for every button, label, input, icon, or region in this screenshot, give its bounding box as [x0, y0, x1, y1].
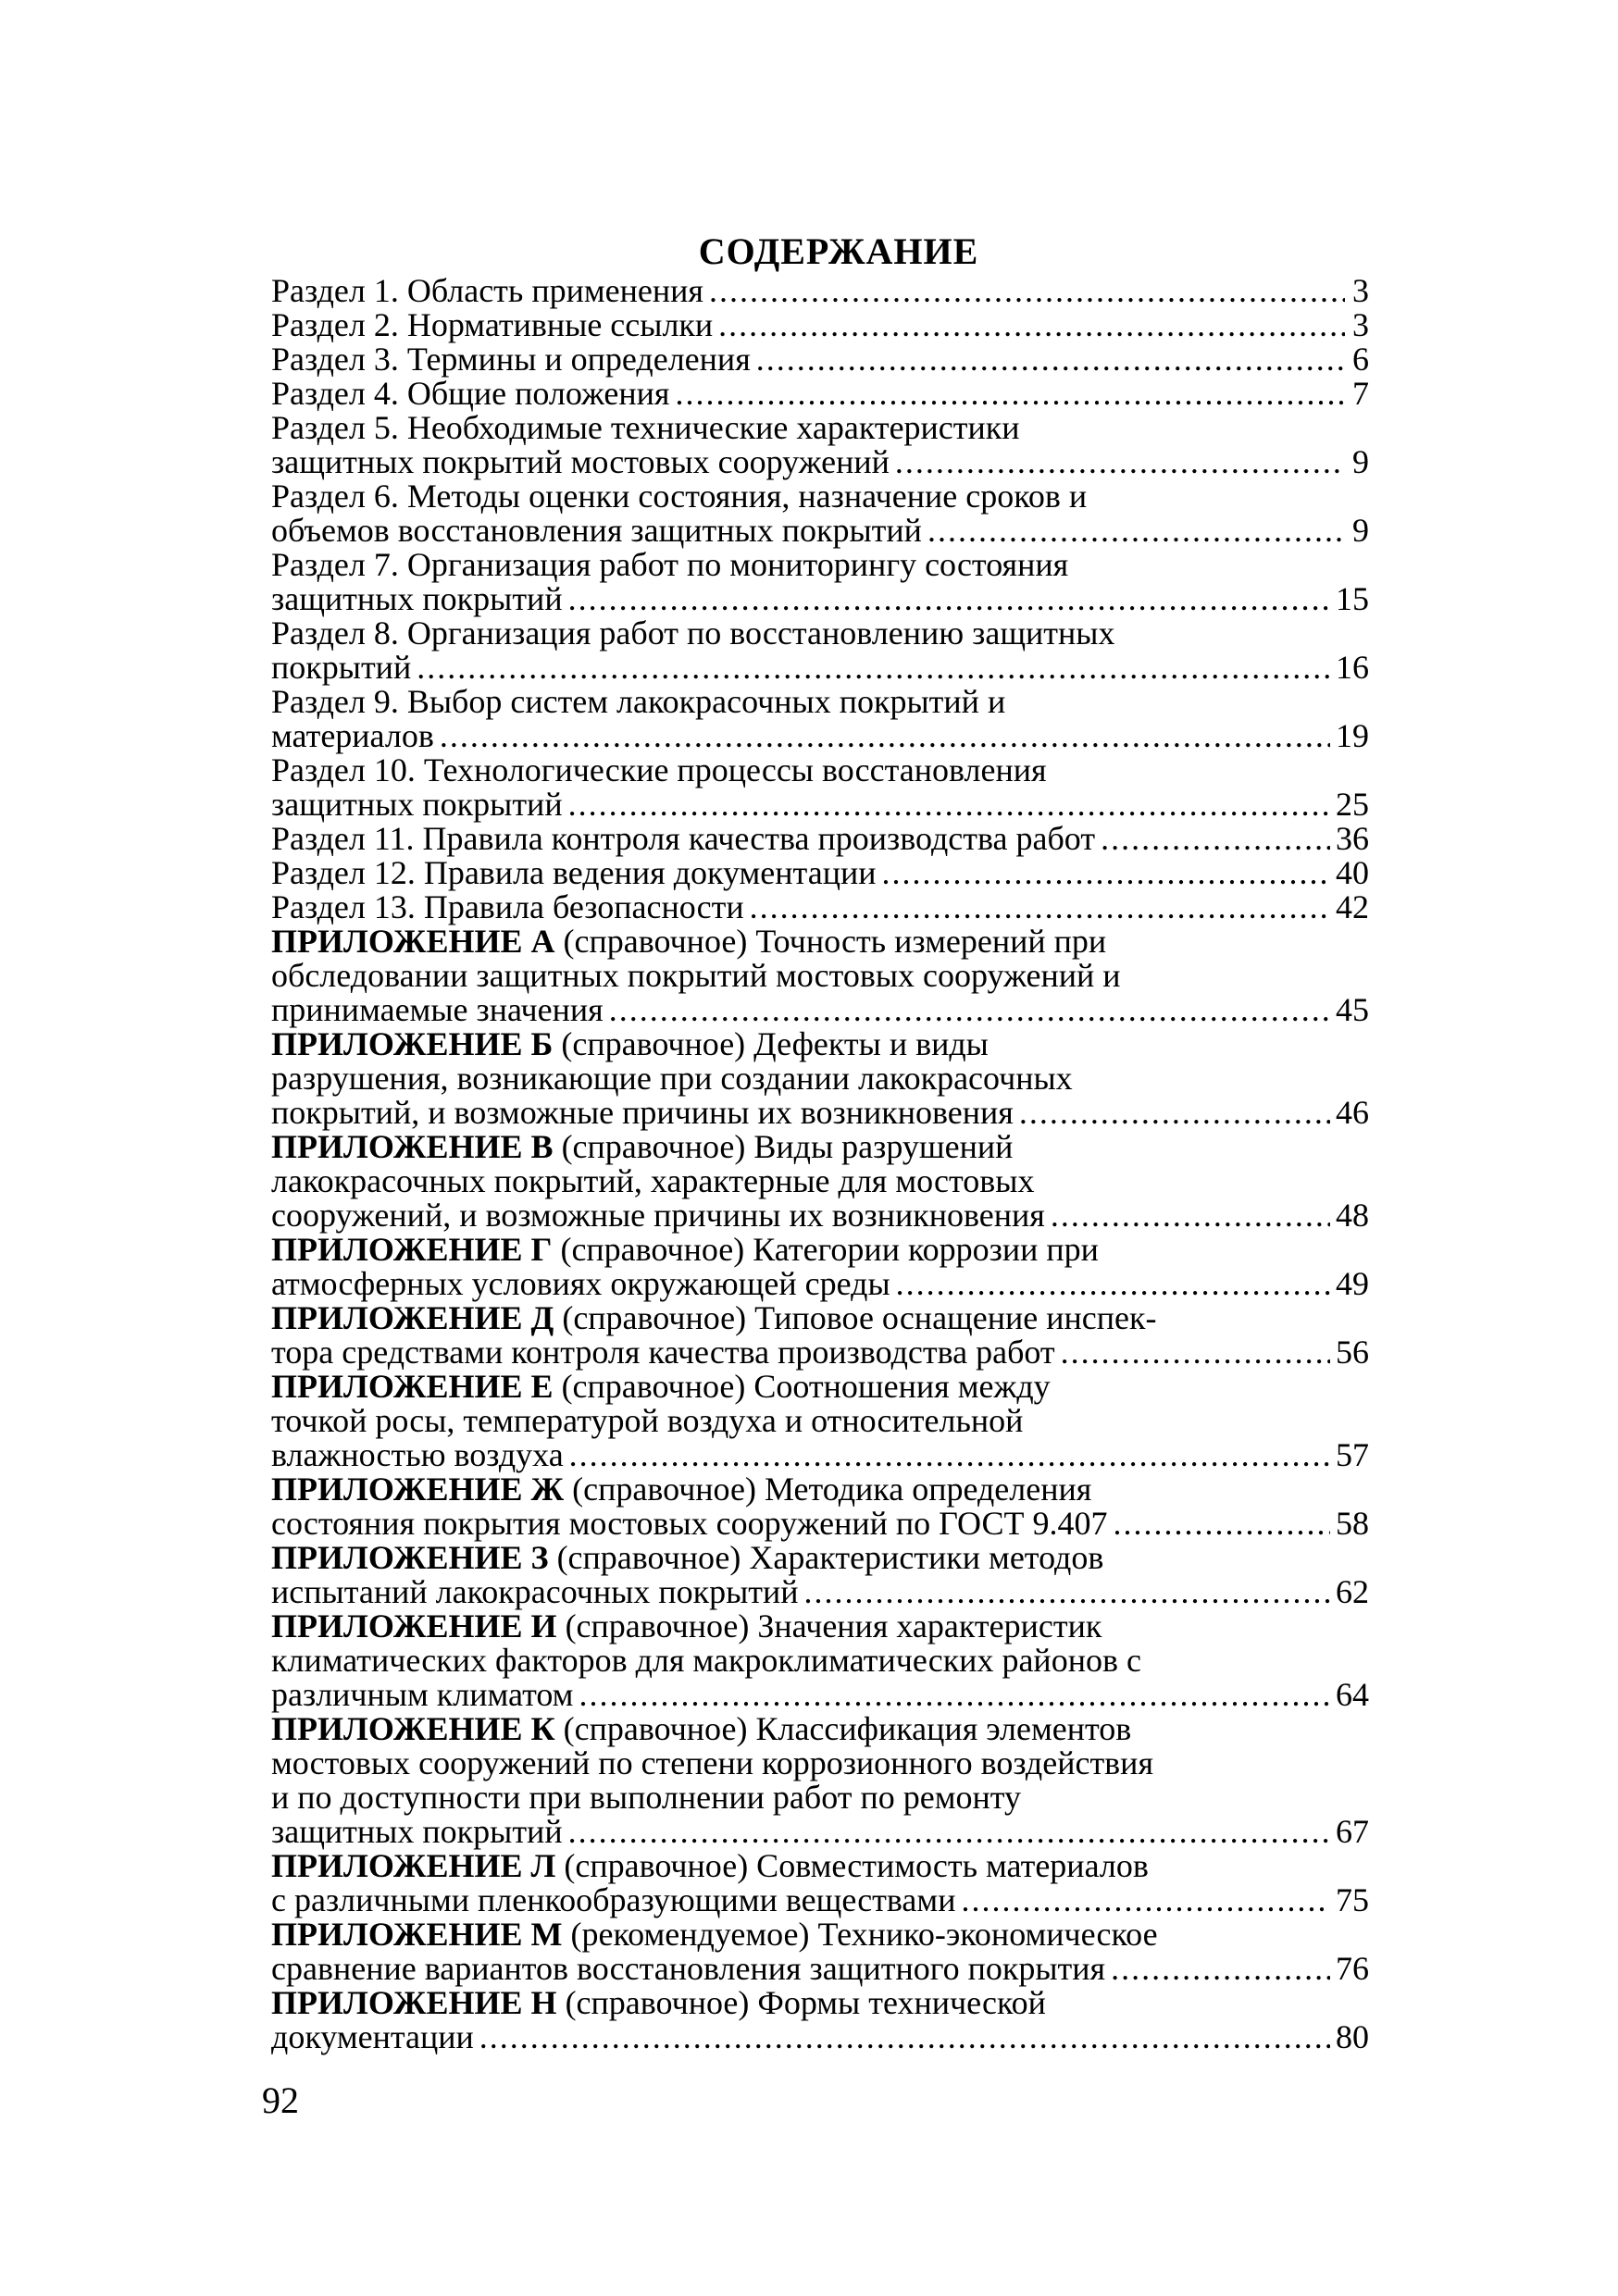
toc-entry-line-text: (справочное) Методика определения: [564, 1471, 1092, 1508]
appendix-label: ПРИЛОЖЕНИЕ Е: [271, 1368, 554, 1405]
dot-leader: [927, 514, 1345, 548]
toc-entry-line: [271, 925, 1369, 959]
toc-page-number: 19: [1336, 717, 1369, 754]
dot-leader: [804, 1575, 1330, 1609]
toc-page-number: 49: [1336, 1265, 1369, 1302]
dot-leader: [609, 993, 1330, 1027]
toc-entry-final-line: [271, 788, 1369, 822]
toc-entry-line: [271, 1130, 1369, 1164]
toc-entry-line-text: состояния покрытия мостовых сооружений по ГОСТ 9.407: [271, 1505, 1108, 1542]
appendix-label: ПРИЛОЖЕНИЕ К: [271, 1710, 555, 1747]
toc-entry: [271, 1233, 1369, 1301]
toc-entry-line-text: Раздел 6. Методы оценки состояния, назначение сроков и: [271, 478, 1088, 515]
toc-entry-text: [271, 993, 604, 1027]
toc-page-number: 48: [1336, 1197, 1369, 1234]
toc-entry-text: [271, 651, 411, 685]
toc-entry-line: [271, 1849, 1369, 1883]
toc-entry-text: [271, 1815, 563, 1849]
dot-leader: [479, 2020, 1330, 2054]
toc-entry-text: [271, 957, 1121, 994]
toc-entry-text: [271, 1779, 1021, 1816]
toc-entry-final-line: [271, 1438, 1369, 1472]
toc-entry-text: [271, 1335, 1055, 1370]
appendix-label: ПРИЛОЖЕНИЕ И: [271, 1607, 557, 1644]
toc-page-number: 6: [1352, 341, 1369, 378]
appendix-label: ПРИЛОЖЕНИЕ А: [271, 923, 555, 960]
toc-entry-line-text: материалов: [271, 717, 434, 754]
toc-entry-final-line: [271, 1096, 1369, 1130]
toc-page-number: 40: [1336, 854, 1369, 891]
toc-entry-text: [271, 1267, 890, 1301]
toc-page-number: 3: [1352, 306, 1369, 343]
toc-entry: [271, 925, 1369, 1027]
toc-entry-text: [271, 1402, 1023, 1439]
toc-entry-final-line: [271, 308, 1369, 342]
dot-leader: [961, 1883, 1330, 1917]
toc-entry-final-line: [271, 719, 1369, 753]
appendix-label: ПРИЛОЖЕНИЕ Д: [271, 1299, 554, 1336]
toc-entry: [271, 548, 1369, 616]
toc-entry-text: [271, 1438, 564, 1472]
toc-entry-text: [271, 478, 1087, 515]
toc-entry-final-line: [271, 1883, 1369, 1917]
dot-leader: [568, 1815, 1330, 1849]
toc-entry: [271, 1027, 1369, 1130]
toc-entry-text: [271, 1883, 955, 1917]
toc-entry-text: [271, 1060, 1073, 1097]
toc-entry-final-line: [271, 2020, 1369, 2054]
dot-leader: [417, 651, 1330, 685]
toc-page-number: 7: [1352, 375, 1369, 412]
toc-entry-text: [271, 856, 876, 890]
toc-entry-text: [271, 1952, 1105, 1986]
toc-entry: [271, 1370, 1369, 1472]
toc-entry: [271, 308, 1369, 342]
toc-entry-text: [271, 2020, 474, 2054]
toc-entry-text: [271, 582, 563, 616]
toc-entry-text: [271, 1847, 1149, 1884]
toc-entry-final-line: [271, 274, 1369, 308]
toc-entry-line-text: атмосферных условиях окружающей среды: [271, 1265, 890, 1302]
toc-entry: [271, 1849, 1369, 1917]
toc-entry-line-text: (справочное) Дефекты и виды: [553, 1025, 989, 1062]
dot-leader: [568, 582, 1330, 616]
toc-entry-line: [271, 959, 1369, 993]
toc-page-number: 58: [1336, 1505, 1369, 1542]
dot-leader: [579, 1678, 1330, 1712]
toc-entry-final-line: [271, 822, 1369, 856]
toc-entry-line-text: (справочное) Формы технической: [556, 1984, 1046, 2021]
toc-entry-line: [271, 1712, 1369, 1746]
toc-entry-line: [271, 1472, 1369, 1507]
toc-entry-text: [271, 1678, 573, 1712]
toc-entry: [271, 1301, 1369, 1370]
toc-entries: [271, 274, 1369, 2054]
toc-entry-final-line: [271, 514, 1369, 548]
appendix-label: ПРИЛОЖЕНИЕ Л: [271, 1847, 556, 1884]
toc-entry: [271, 1130, 1369, 1233]
toc-entry-line: [271, 753, 1369, 788]
toc-entry: [271, 890, 1369, 925]
toc-entry-text: [271, 1984, 1046, 2021]
toc-entry: [271, 856, 1369, 890]
toc-entry-line-text: влажностью воздуха: [271, 1436, 564, 1473]
page-number: 92: [262, 2079, 299, 2121]
toc-entry-text: [271, 445, 890, 479]
toc-page-number: 42: [1336, 888, 1369, 925]
toc-page-number: 9: [1352, 512, 1369, 549]
toc-entry: [271, 377, 1369, 411]
toc-entry-line: [271, 1370, 1369, 1404]
toc-page-number: 76: [1336, 1950, 1369, 1987]
toc-page-number: 3: [1352, 272, 1369, 309]
dot-leader: [569, 1438, 1330, 1472]
toc-entry-text: [271, 1539, 1103, 1576]
toc-entry-text: [271, 514, 922, 548]
toc-entry-text: [271, 308, 713, 342]
dot-leader: [896, 1267, 1330, 1301]
toc-entry-line: [271, 1746, 1369, 1781]
toc-entry-line-text: Раздел 5. Необходимые технические характеристики: [271, 409, 1020, 446]
toc-entry-line-text: Раздел 3. Термины и определения: [271, 341, 751, 378]
toc-page-number: 25: [1336, 786, 1369, 823]
toc-entry-line-text: Раздел 13. Правила безопасности: [271, 888, 744, 925]
toc-entry-final-line: [271, 377, 1369, 411]
toc-entry-line-text: (справочное) Точность измерений при: [554, 923, 1107, 960]
toc-entry: [271, 753, 1369, 822]
toc-entry-text: [271, 923, 1106, 960]
toc-entry: [271, 411, 1369, 479]
toc-entry-line-text: защитных покрытий: [271, 786, 563, 823]
toc-entry: [271, 1541, 1369, 1609]
toc-entry-line: [271, 479, 1369, 514]
toc-page-number: 75: [1336, 1881, 1369, 1918]
toc-entry: [271, 822, 1369, 856]
toc-entry-line-text: Раздел 9. Выбор систем лакокрасочных покрытий и: [271, 683, 1006, 720]
toc-page-number: 9: [1352, 443, 1369, 480]
toc-entry-line: [271, 1644, 1369, 1678]
toc-entry-line-text: с различными пленкообразующими веществами: [271, 1881, 956, 1918]
toc-entry-line-text: разрушения, возникающие при создании лакокрасочных: [271, 1060, 1073, 1097]
toc-entry-line: [271, 1027, 1369, 1061]
toc-entry-line-text: объемов восстановления защитных покрытий: [271, 512, 922, 549]
toc-entry-line-text: (справочное) Категории коррозии при: [552, 1231, 1099, 1268]
toc-entry-line-text: принимаемые значения: [271, 991, 604, 1028]
toc-entry-text: [271, 1231, 1099, 1268]
toc-entry: [271, 1609, 1369, 1712]
toc-entry-line-text: Раздел 12. Правила ведения документации: [271, 854, 877, 891]
toc-entry-text: [271, 1162, 1034, 1199]
dot-leader: [881, 856, 1330, 890]
toc-entry-line: [271, 1781, 1369, 1815]
toc-page-number: 36: [1336, 820, 1369, 857]
toc-entry-line: [271, 616, 1369, 651]
toc-entry-line: [271, 1917, 1369, 1952]
toc-entry-line: [271, 411, 1369, 445]
toc-entry-line-text: различным климатом: [271, 1676, 574, 1713]
appendix-label: ПРИЛОЖЕНИЕ В: [271, 1128, 554, 1165]
toc-entry-line-text: (рекомендуемое) Технико-экономическое: [562, 1916, 1158, 1953]
dot-leader: [1019, 1096, 1330, 1130]
toc-entry-final-line: [271, 993, 1369, 1027]
toc-entry-line-text: тора средствами контроля качества производства работ: [271, 1334, 1055, 1371]
toc-entry-line-text: Раздел 2. Нормативные ссылки: [271, 306, 714, 343]
toc-entry-line: [271, 1301, 1369, 1335]
toc-entry-text: [271, 683, 1005, 720]
dot-leader: [1111, 1952, 1330, 1986]
toc-entry-line-text: лакокрасочных покрытий, характерные для мостовых: [271, 1162, 1035, 1199]
toc-entry-final-line: [271, 890, 1369, 925]
toc-entry-final-line: [271, 342, 1369, 377]
toc-entry-text: [271, 274, 703, 308]
toc-entry: [271, 685, 1369, 753]
toc-entry-text: [271, 1710, 1131, 1747]
toc-entry-line-text: (справочное) Виды разрушений: [553, 1128, 1014, 1165]
toc-entry-line: [271, 1164, 1369, 1198]
toc-entry-final-line: [271, 1815, 1369, 1849]
toc-page-number: 64: [1336, 1676, 1369, 1713]
toc-entry-text: [271, 1575, 799, 1609]
toc-entry-final-line: [271, 1952, 1369, 1986]
toc-entry-final-line: [271, 582, 1369, 616]
toc-entry-line: [271, 548, 1369, 582]
dot-leader: [568, 788, 1330, 822]
toc-page-number: 57: [1336, 1436, 1369, 1473]
toc-entry-line-text: Раздел 8. Организация работ по восстановлению защитных: [271, 614, 1115, 652]
appendix-label: ПРИЛОЖЕНИЕ З: [271, 1539, 549, 1576]
appendix-label: ПРИЛОЖЕНИЕ Н: [271, 1984, 557, 2021]
toc-entry-final-line: [271, 1507, 1369, 1541]
toc-entry-line-text: защитных покрытий: [271, 580, 563, 617]
toc-entry: [271, 342, 1369, 377]
appendix-label: ПРИЛОЖЕНИЕ Г: [271, 1231, 553, 1268]
toc-entry-text: [271, 751, 1047, 788]
toc-entry-line-text: защитных покрытий: [271, 1813, 563, 1850]
toc-page-number: 62: [1336, 1573, 1369, 1610]
toc-entry-line: [271, 1233, 1369, 1267]
toc-entry-text: [271, 1025, 989, 1062]
toc-entry-final-line: [271, 856, 1369, 890]
dot-leader: [675, 377, 1345, 411]
toc-page-number: 45: [1336, 991, 1369, 1028]
toc-entry-text: [271, 1198, 1045, 1233]
appendix-label: ПРИЛОЖЕНИЕ М: [271, 1916, 563, 1953]
toc-entry-line: [271, 1986, 1369, 2020]
toc-entry-line-text: Раздел 4. Общие положения: [271, 375, 670, 412]
toc-entry-text: [271, 719, 434, 753]
toc-entry-line-text: Раздел 7. Организация работ по мониторингу состояния: [271, 546, 1069, 583]
toc-page-number: 16: [1336, 649, 1369, 686]
toc-entry-final-line: [271, 1267, 1369, 1301]
dot-leader: [1061, 1335, 1330, 1370]
dot-leader: [709, 274, 1345, 308]
toc-entry-text: [271, 788, 563, 822]
toc-entry-line-text: покрытий, и возможные причины их возникновения: [271, 1094, 1014, 1131]
toc-entry-line-text: покрытий: [271, 649, 412, 686]
toc-entry: [271, 616, 1369, 685]
toc-entry-text: [271, 1607, 1101, 1644]
dot-leader: [1114, 1507, 1331, 1541]
toc-entry-final-line: [271, 1335, 1369, 1370]
toc-entry-final-line: [271, 651, 1369, 685]
toc-entry-line-text: (справочное) Соотношения между: [553, 1368, 1051, 1405]
toc-entry-text: [271, 546, 1068, 583]
toc-entry-text: [271, 1744, 1153, 1781]
toc-entry-final-line: [271, 1678, 1369, 1712]
appendix-label: ПРИЛОЖЕНИЕ Ж: [271, 1471, 565, 1508]
toc-page-number: 67: [1336, 1813, 1369, 1850]
toc-entry-line: [271, 1609, 1369, 1644]
toc-entry-final-line: [271, 1575, 1369, 1609]
appendix-label: ПРИЛОЖЕНИЕ Б: [271, 1025, 554, 1062]
toc-entry-line: [271, 1061, 1369, 1096]
toc-entry: [271, 1986, 1369, 2054]
toc-entry-text: [271, 822, 1095, 856]
toc-page-number: 80: [1336, 2018, 1369, 2055]
toc-entry: [271, 1472, 1369, 1541]
toc-entry-line-text: точкой росы, температурой воздуха и относительной: [271, 1402, 1024, 1439]
toc-entry-line-text: (справочное) Характеристики методов: [548, 1539, 1104, 1576]
toc-entry-text: [271, 1128, 1013, 1165]
toc-entry: [271, 1917, 1369, 1986]
toc-page-number: 46: [1336, 1094, 1369, 1131]
toc-entry-text: [271, 614, 1115, 652]
toc-entry-final-line: [271, 1198, 1369, 1233]
toc-entry: [271, 274, 1369, 308]
toc-entry-line: [271, 1404, 1369, 1438]
dot-leader: [1101, 822, 1330, 856]
dot-leader: [718, 308, 1345, 342]
toc-entry-text: [271, 1916, 1158, 1953]
dot-leader: [440, 719, 1330, 753]
toc-title: СОДЕРЖАНИЕ: [698, 230, 979, 272]
toc-entry-line-text: Раздел 1. Область применения: [271, 272, 703, 309]
toc-entry-text: [271, 890, 744, 925]
toc-entry-text: [271, 409, 1020, 446]
toc-entry-text: [271, 1642, 1141, 1679]
toc-entry-line-text: документации: [271, 2018, 474, 2055]
toc-entry-line-text: (справочное) Совместимость материалов: [555, 1847, 1149, 1884]
toc-entry-text: [271, 1096, 1014, 1130]
toc-entry-line-text: (справочное) Типовое оснащение инспек-: [554, 1299, 1157, 1336]
toc-entry: [271, 479, 1369, 548]
toc-entry-line: [271, 685, 1369, 719]
toc-entry-line-text: (справочное) Значения характеристик: [556, 1607, 1102, 1644]
toc-entry-text: [271, 1368, 1051, 1405]
toc-entry-line-text: сооружений, и возможные причины их возникновения: [271, 1197, 1045, 1234]
dot-leader: [750, 890, 1330, 925]
toc-entry-line-text: сравнение вариантов восстановления защитного покрытия: [271, 1950, 1106, 1987]
dot-leader: [895, 445, 1345, 479]
toc-entry-text: [271, 342, 751, 377]
toc-entry-final-line: [271, 445, 1369, 479]
toc-entry-line-text: климатических факторов для макроклиматических районов с: [271, 1642, 1141, 1679]
dot-leader: [1051, 1198, 1330, 1233]
toc-entry-text: [271, 1471, 1091, 1508]
toc-entry-line-text: Раздел 11. Правила контроля качества производства работ: [271, 820, 1096, 857]
toc-page-number: 15: [1336, 580, 1369, 617]
toc-entry-text: [271, 1507, 1108, 1541]
toc-entry-line-text: испытаний лакокрасочных покрытий: [271, 1573, 799, 1610]
toc-entry-line-text: обследовании защитных покрытий мостовых сооружений и: [271, 957, 1121, 994]
toc-entry-line-text: (справочное) Классификация элементов: [554, 1710, 1132, 1747]
toc-entry-line-text: и по доступности при выполнении работ по ремонту: [271, 1779, 1021, 1816]
toc-entry-line-text: мостовых сооружений по степени коррозионного воздействия: [271, 1744, 1153, 1781]
toc-page-number: 56: [1336, 1334, 1369, 1371]
dot-leader: [756, 342, 1345, 377]
toc-entry-line: [271, 1541, 1369, 1575]
toc-entry-line-text: защитных покрытий мостовых сооружений: [271, 443, 890, 480]
table-of-contents: [271, 230, 1369, 2054]
toc-entry-text: [271, 377, 669, 411]
toc-entry: [271, 1712, 1369, 1849]
toc-entry-text: [271, 1299, 1157, 1336]
toc-entry-line-text: Раздел 10. Технологические процессы восстановления: [271, 751, 1047, 788]
